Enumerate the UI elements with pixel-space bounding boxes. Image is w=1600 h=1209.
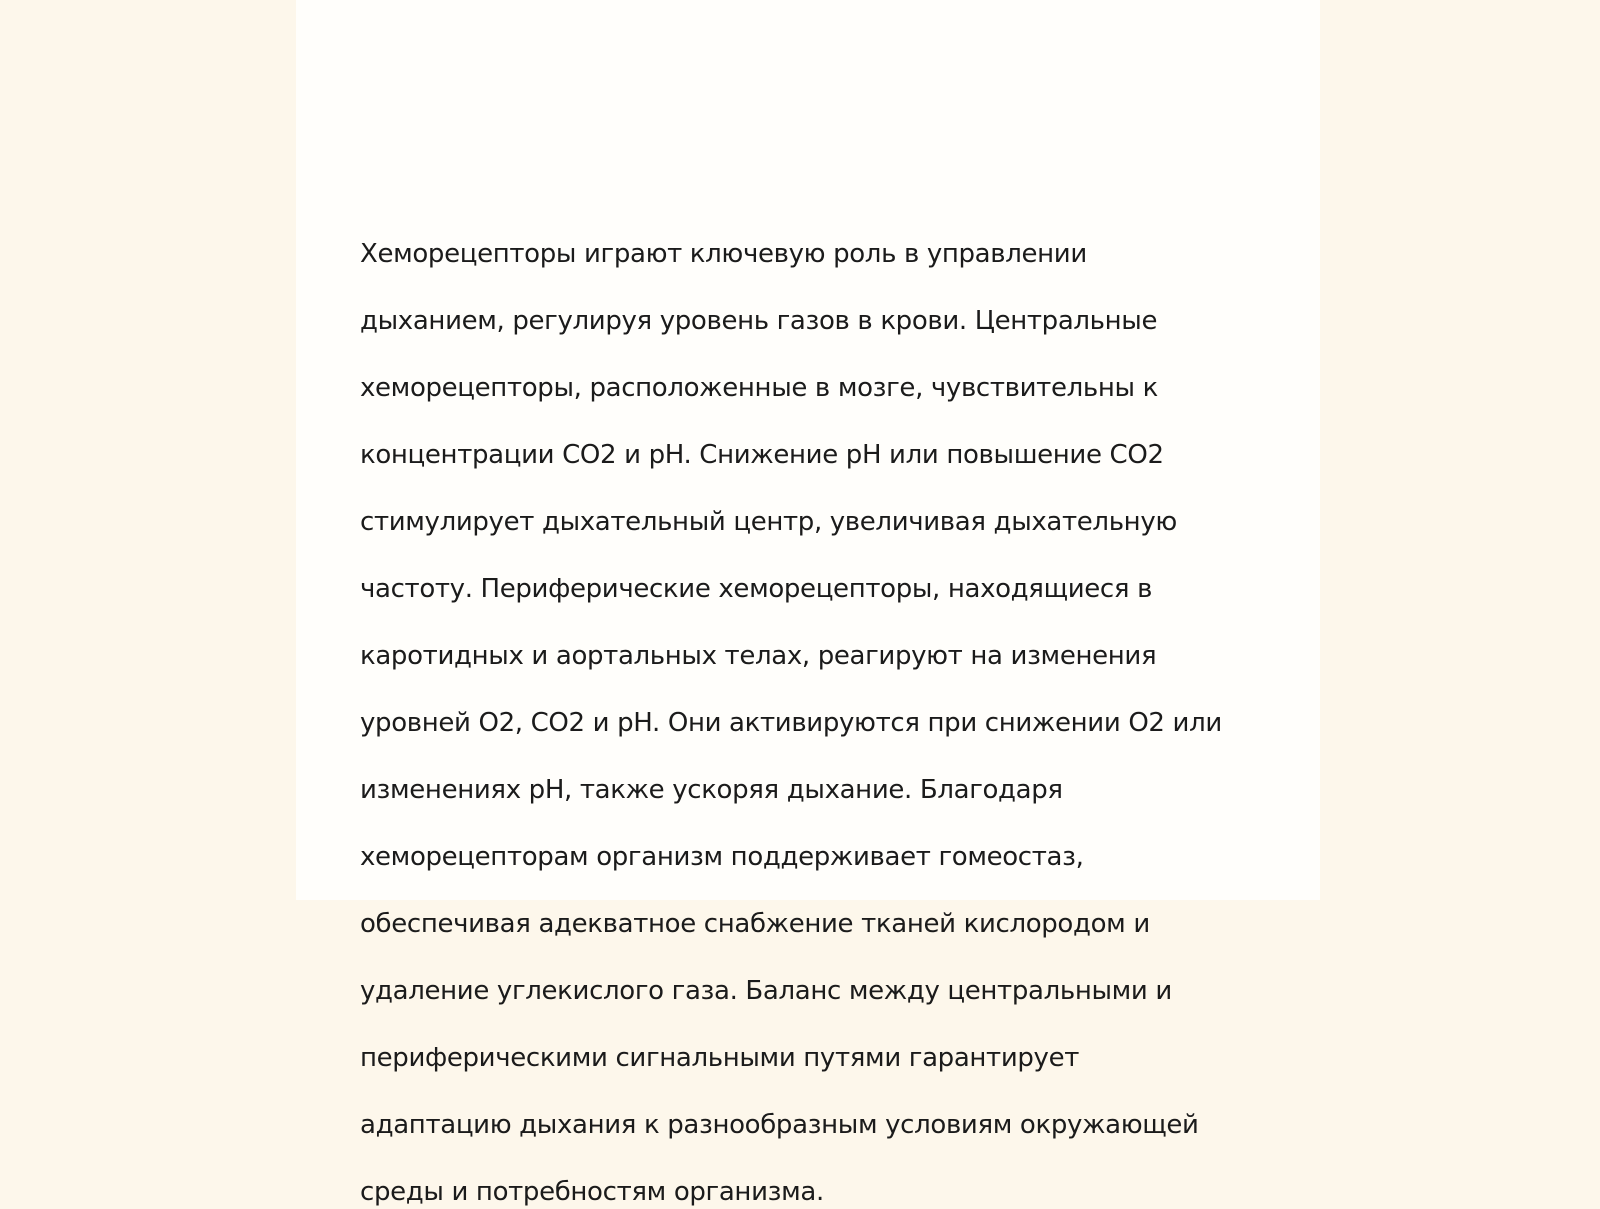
paragraph-line: периферическими сигнальными путями гарантирует bbox=[360, 1042, 1080, 1073]
paragraph-line: среды и потребностям организма. bbox=[360, 1176, 824, 1207]
paragraph-line: уровней O2, CO2 и pH. Они активируются при снижении O2 или bbox=[360, 707, 1222, 738]
document-page bbox=[296, 0, 1320, 1207]
paragraph-line: адаптацию дыхания к разнообразным условиям окружающей bbox=[360, 1109, 1199, 1140]
paragraph-line: каротидных и аортальных телах, реагируют на изменения bbox=[360, 640, 1157, 671]
paragraph-line: частоту. Периферические хеморецепторы, находящиеся в bbox=[360, 573, 1153, 604]
paragraph-line: удаление углекислого газа. Баланс между центральными и bbox=[360, 975, 1172, 1006]
paragraph-line: хеморецепторы, расположенные в мозге, чувствительны к bbox=[360, 372, 1158, 403]
paragraph-line: стимулирует дыхательный центр, увеличивая дыхательную bbox=[360, 506, 1177, 537]
left-margin-band bbox=[0, 0, 296, 900]
paragraph-line: дыханием, регулируя уровень газов в крови. Центральные bbox=[360, 305, 1158, 336]
paragraph-line: обеспечивая адекватное снабжение тканей кислородом и bbox=[360, 908, 1150, 939]
body-paragraph bbox=[360, 204, 1260, 1209]
paragraph-line: изменениях pH, также ускоряя дыхание. Благодаря bbox=[360, 774, 1063, 805]
paragraph-line: хеморецепторам организм поддерживает гомеостаз, bbox=[360, 841, 1084, 872]
paragraph-line: Хеморецепторы играют ключевую роль в управлении bbox=[360, 238, 1087, 269]
right-margin-band bbox=[1304, 0, 1600, 900]
paragraph-line: концентрации CO2 и pH. Снижение pH или повышение CO2 bbox=[360, 439, 1164, 470]
